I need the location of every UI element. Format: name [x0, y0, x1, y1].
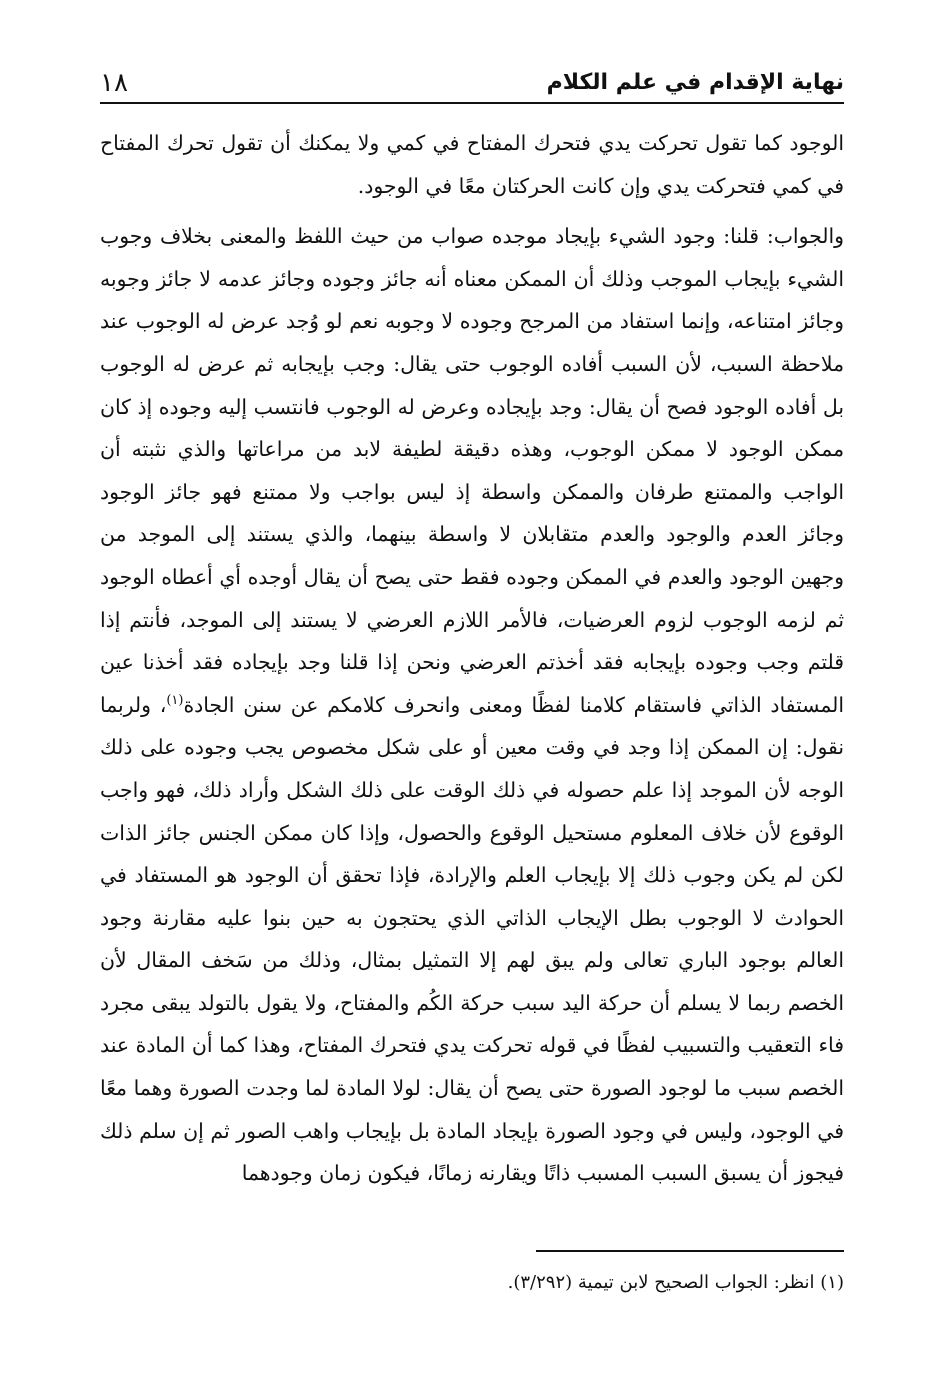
- main-text: [100, 122, 844, 1195]
- header-rule: [100, 102, 844, 104]
- footnote-reference[interactable]: (١): [166, 692, 184, 708]
- paragraph: [100, 215, 844, 1195]
- paragraph-text: ، ولربما نقول: إن الممكن إذا وجد في وقت معين أو على شكل مخصوص يجب وجوده على ذلك الوجه لأن الموجد إذا علم حصوله في ذلك الوقت على ذلك الشكل وأراد ذلك، فهو واجب الوقوع لأن خلاف المعلوم مستحيل الوقوع والحصول، وإذا كان ممكن الجنس جائز الذات لكن لم يكن وجوب ذلك إلا بإيجاب العلم والإرادة، فإذا تحقق أن الوجود هو المستفاد في الحوادث لا الوجوب بطل الإيجاب الذاتي الذي يحتجون به حين بنوا عليه مقارنة وجود العالم بوجود الباري تعالى ولم يبق لهم إلا التمثيل بمثال، وذلك من سَخف المقال لأن الخصم ربما لا يسلم أن حركة اليد سبب حركة الكُم والمفتاح، ولا يقول بالتولد يبقى مجرد فاء التعقيب والتسبيب لفظًا في قوله تحركت يدي فتحرك المفتاح، وهذا كما أن المادة عند الخصم سبب ما لوجود الصورة حتى يصح أن يقال: لولا المادة لما وجدت الصورة وهما معًا في الوجود، وليس في وجود الصورة بإيجاد المادة بل بإيجاب واهب الصور ثم إن سلم ذلك فيجوز أن يسبق السبب المسبب ذاتًا ويقارنه زمانًا، فيكون زمان وجودهما: [100, 692, 844, 1186]
- footnote: (١) انظر: الجواب الصحيح لابن تيمية (٣/٢٩٢).: [507, 1272, 844, 1293]
- running-header: [100, 66, 844, 102]
- book-title: نهاية الإقدام في علم الكلام: [546, 70, 844, 95]
- paragraph: الوجود كما تقول تحركت يدي فتحرك المفتاح في كمي ولا يمكنك أن تقول تحرك المفتاح في كمي فتحركت يدي وإن كانت الحركتان معًا في الوجود.: [100, 131, 844, 198]
- footnote-separator: [536, 1250, 844, 1252]
- paragraph-text: والجواب: قلنا: وجود الشيء بإيجاد موجده صواب من حيث اللفظ والمعنى بخلاف وجوب الشيء بإيجاب الموجب وذلك أن الممكن معناه أنه جائز وجوده وجائز عدمه لا جائز وجوبه وجائز امتناعه، وإنما استفاد من المرجح وجوده لا وجوبه نعم لو وُجد عرض له الوجوب عند ملاحظة السبب، لأن السبب أفاده الوجوب حتى يقال: وجب بإيجابه ثم عرض له الوجوب بل أفاده الوجود فصح أن يقال: وجد بإيجاده وعرض له الوجوب فانتسب إليه وجوده إذ كان ممكن الوجود لا ممكن الوجوب، وهذه دقيقة لطيفة لابد من مراعاتها والذي نثبته أن الواجب والممتنع طرفان والممكن واسطة إذ ليس بواجب ولا ممتنع فهو جائز الوجود وجائز العدم والوجود والعدم متقابلان لا واسطة بينهما، والذي يستند إلى الموجد من وجهين الوجود والعدم في الممكن وجوده فقط حتى يصح أن يقال أوجده أي أعطاه الوجود ثم لزمه الوجوب لزوم العرضيات، فالأمر اللازم العرضي لا يستند إلى الموجد، فأنتم إذا قلتم وجب وجوده بإيجابه فقد أخذتم العرضي ونحن إذا قلنا وجد بإيجاده فقد أخذنا عين المستفاد الذاتي فاستقام كلامنا لفظًا ومعنى وانحرف كلامكم عن سنن الجادة: [100, 224, 844, 717]
- page-number: ١٨: [100, 68, 128, 98]
